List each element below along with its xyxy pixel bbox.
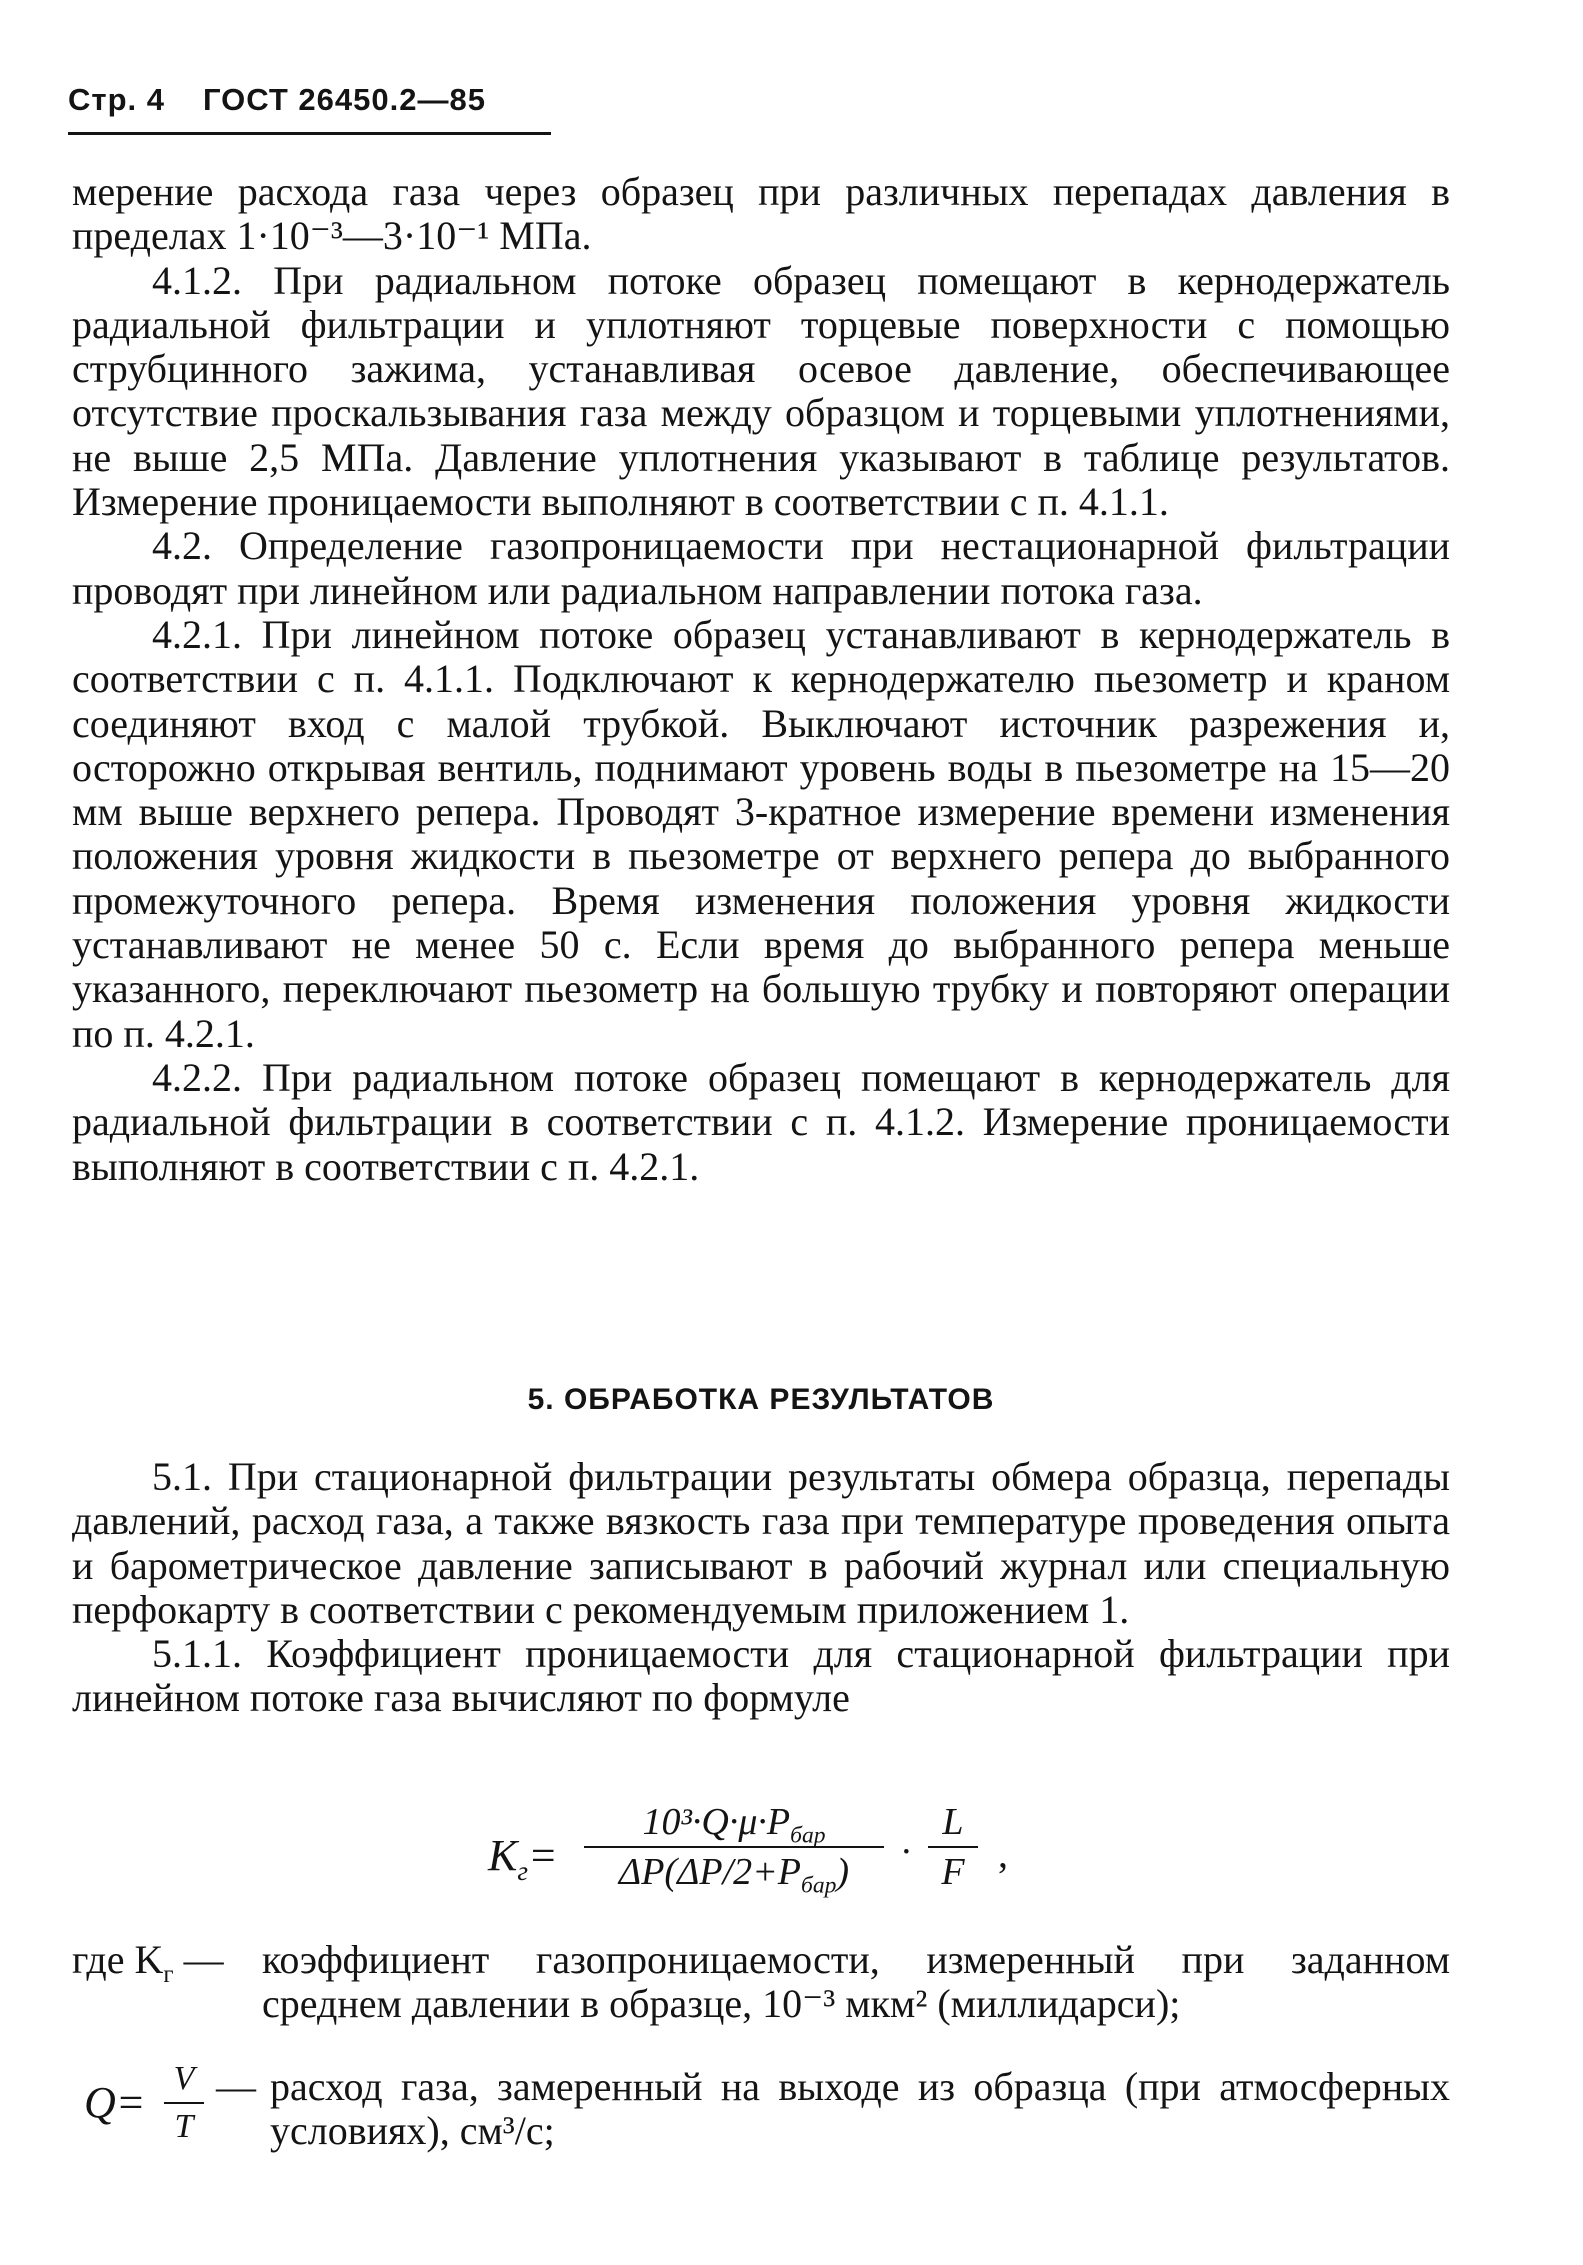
fraction-bar <box>928 1846 978 1848</box>
formula-fraction-main <box>584 1800 884 1899</box>
definition-text: коэффициент газопроницаемости, измеренный при заданном среднем давлении в образце, 10⁻³ мкм² (миллидарси); <box>262 1937 1450 2027</box>
fraction-bar <box>164 2102 204 2104</box>
formula-dot: · <box>900 1831 913 1873</box>
paragraph-4-1-2: 4.1.2. При радиальном потоке образец помещают в кернодержатель радиальной фильтрации и уплотняют торцевые поверхности с помощью струбцинного зажима, устанавливая осевое давление, обеспечивающее отсутствие проскальзывания газа между образцом и торцевыми уплотнениями, не выше 2,5 МПа. Давление уплотнения указывают в таблице результатов. Измерение проницаемости выполняют в соответствии с п. 4.1.1. <box>72 257 1450 525</box>
q-definition-text: расход газа, замеренный на выходе из образца (при атмосферных условиях), см³/с; <box>270 2064 1450 2154</box>
definition-label: где $K_г$ — <box>72 1937 224 1988</box>
formula-comma: , <box>998 1831 1008 1876</box>
standard-code: ГОСТ 26450.2—85 <box>202 82 486 117</box>
paragraph-continuation: мерение расхода газа через образец при различных перепадах давления в пределах 1·10⁻³—3·10⁻¹ МПа. <box>72 169 1450 259</box>
header-rule <box>68 132 551 135</box>
formula-length: L <box>942 1801 964 1843</box>
formula-area: F <box>941 1851 965 1893</box>
body-text-bottom <box>72 1455 1450 1721</box>
paragraph-4-2: 4.2. Определение газопроницаемости при нестационарной фильтрации проводят при линейном или радиальном направлении потока газа. <box>72 523 1450 613</box>
formula-fraction-geometry <box>928 1800 978 1894</box>
formula-denominator: $\Delta P(\Delta P/2+P_{бар})$ <box>618 1851 850 1899</box>
fraction-bar <box>584 1846 884 1848</box>
page-header <box>68 82 486 118</box>
paragraph-5-1: 5.1. При стационарной фильтрации результаты обмера образца, перепады давлений, расход газа, а также вязкость газа при температуре проведения опыта и барометрическое давление записывают в рабочий журнал или специальную перфокарту в соответствии с рекомендуемым приложением 1. <box>72 1454 1450 1632</box>
definition-k <box>72 1938 1450 2027</box>
q-dash: — <box>216 2064 256 2109</box>
q-numerator: V <box>173 2060 195 2097</box>
section-title: 5. ОБРАБОТКА РЕЗУЛЬТАТОВ <box>527 1383 995 1416</box>
paragraph-4-2-2: 4.2.2. При радиальном потоке образец помещают в кернодержатель для радиальной фильтрации в соответствии с п. 4.1.2. Измерение проницаемости выполняют в соответствии с п. 4.2.1. <box>72 1054 1450 1189</box>
page-number-label: Стр. 4 <box>68 82 165 117</box>
formula-lhs: $K_г=$ <box>488 1831 558 1886</box>
q-denominator: T <box>174 2108 194 2146</box>
formula-numerator: $10^3\cdot Q\cdot\mu\cdot P_{бар}$ <box>642 1801 826 1849</box>
paragraph-4-2-1: 4.2.1. При линейном потоке образец устанавливают в кернодержатель в соответствии с п. 4.1.1. Подключают к кернодержателю пьезометр и краном соединяют вход с малой трубкой. Выключают источник разрежения и, осторожно открывая вентиль, поднимают уровень воды в пьезометре на 15—20 мм выше верхнего репера. Проводят 3-кратное измерение времени изменения положения уровня жидкости в пьезометре от верхнего репера до выбранного промежуточного репера. Время изменения положения уровня жидкости устанавливают не менее 50 с. Если время до выбранного репера меньше указанного, переключают пьезометр на большую трубку и повторяют операции по п. 4.2.1. <box>72 611 1450 1056</box>
body-text-top <box>72 170 1450 1189</box>
q-fraction <box>164 2057 204 2150</box>
paragraph-5-1-1: 5.1.1. Коэффициент проницаемости для стационарной фильтрации при линейном потоке газа вычисляют по формуле <box>72 1631 1450 1721</box>
q-symbol: Q= <box>84 2078 146 2127</box>
